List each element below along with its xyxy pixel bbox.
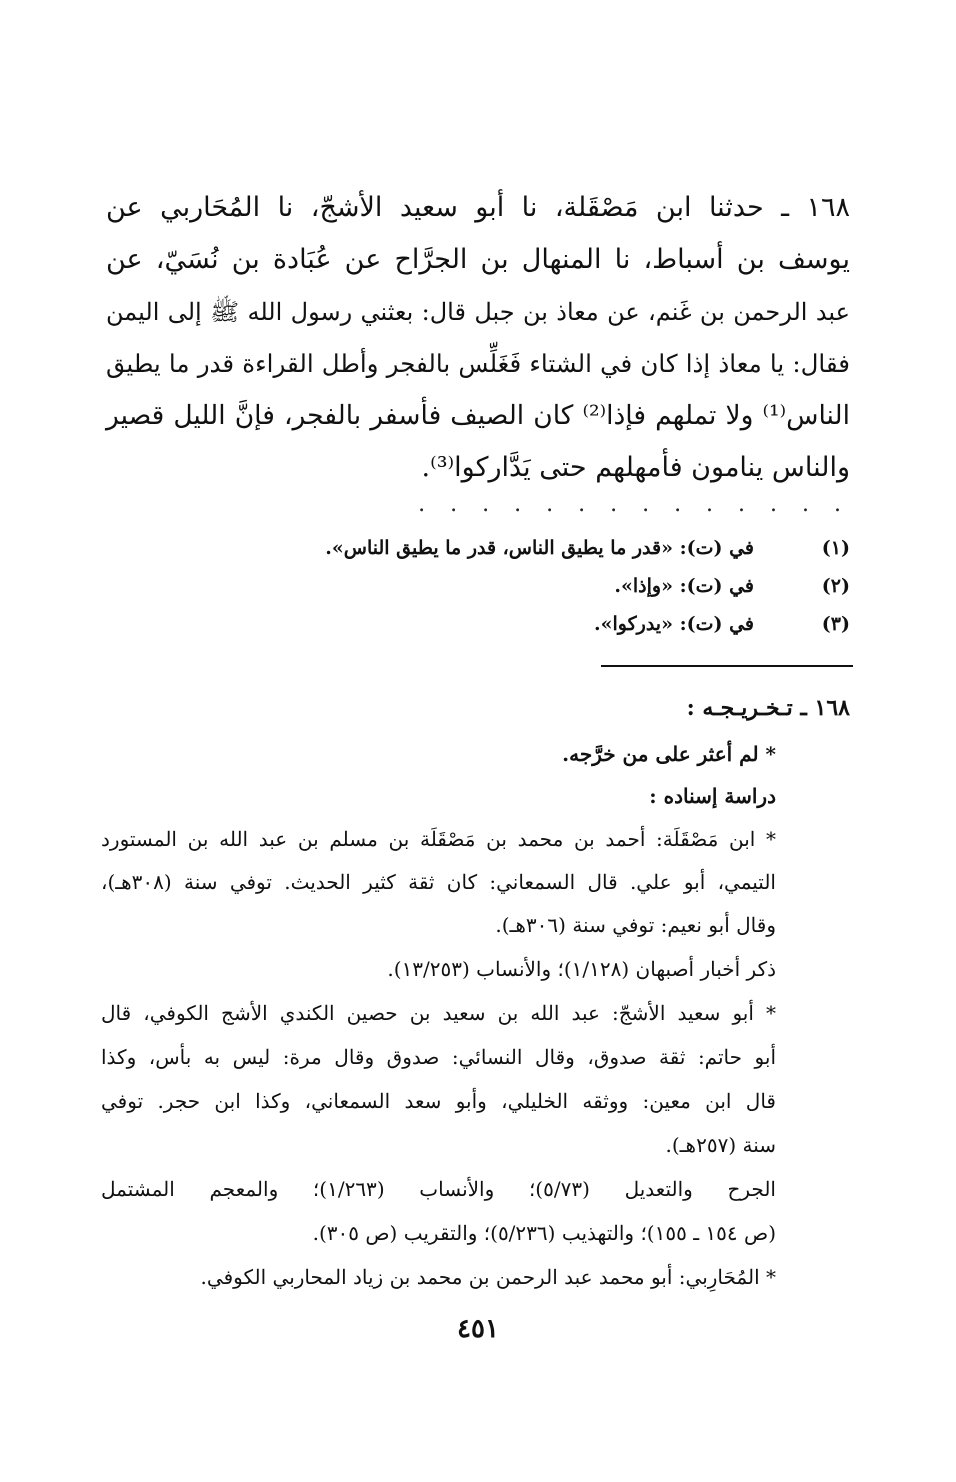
commentary-line-8: أبو حاتم: ثقة صدوق، وقال النسائي: صدوق وقال مرة: ليس به بأس، وكذا	[101, 1045, 776, 1069]
dotted-divider: . . . . . . . . . . . . . .	[418, 492, 850, 517]
footnote-3	[106, 604, 850, 644]
commentary-line-1: * لم أعثر على من خرَّجه.	[562, 742, 776, 766]
commentary-line-7: * أبو سعيد الأشجّ: عبد الله بن سعيد بن حصين الكندي الأشج الكوفي، قال	[101, 1001, 776, 1025]
section-separator	[601, 665, 853, 667]
footnote-number: (١)	[821, 537, 850, 559]
commentary-line-9: قال ابن معين: ووثقه الخليلي، وأبو سعد السمعاني، وكذا ابن حجر. توفي	[101, 1089, 776, 1113]
commentary-line-6: ذكر أخبار أصبهان (١/١٢٨)؛ والأنساب (١٣/٢٥٣).	[387, 957, 776, 981]
hadith-line-2: يوسف بن أسباط، نا المنهال بن الجرَّاح عن عُبَادة بن نُسَيّ، عن	[106, 244, 850, 275]
footnote-text: في (ت): «قدر ما يطيق الناس، قدر ما يطيق الناس».	[325, 537, 754, 559]
commentary-line-12: (ص ١٥٤ ـ ١٥٥)؛ والتهذيب (٥/٢٣٦)؛ والتقريب (ص ٣٠٥).	[312, 1221, 776, 1245]
commentary-line-13: * المُحَارِبي: أبو محمد عبد الرحمن بن محمد بن زياد المحاربي الكوفي.	[200, 1265, 776, 1289]
hadith-line-5: الناس⁽¹⁾ ولا تملهم فإذا⁽²⁾ كان الصيف فأسفر بالفجر، فإنَّ الليل قصير	[106, 400, 850, 431]
hadith-line-6: والناس ينامون فأمهلهم حتى يَدَّاركوا⁽³⁾.	[421, 452, 850, 483]
commentary-line-4: التيمي، أبو علي. قال السمعاني: كان ثقة كثير الحديث. توفي سنة (٣٠٨هـ)،	[101, 870, 776, 894]
footnote-number: (٢)	[821, 575, 850, 597]
footnote-1	[106, 528, 850, 568]
hadith-line-4: فقال: يا معاذ إذا كان في الشتاء فَغَلِّس بالفجر وأطل القراءة قدر ما يطيق	[106, 349, 850, 378]
footnote-text: في (ت): «يدركوا».	[594, 613, 754, 635]
footnote-2	[106, 566, 850, 606]
commentary-line-5: وقال أبو نعيم: توفي سنة (٣٠٦هـ).	[495, 913, 776, 937]
hadith-line-3: عبد الرحمن بن غَنم، عن معاذ بن جبل قال: بعثني رسول الله ﷺ إلى اليمن	[106, 298, 850, 326]
hadith-line-1: ١٦٨ ـ حدثنا ابن مَصْقَلة، نا أبو سعيد الأشجّ، نا المُحَاربي عن	[106, 192, 850, 223]
commentary-line-3: * ابن مَصْقَلَة: أحمد بن محمد بن مَصْقَلَة بن مسلم بن عبد الله بن المستورد	[101, 827, 776, 851]
page-number: ٤٥١	[457, 1314, 499, 1344]
takhrij-heading: ١٦٨ ـ تـخـريـجـه :	[686, 695, 850, 721]
commentary-line-11: الجرح والتعديل (٥/٧٣)؛ والأنساب (١/٢٦٣)؛ والمعجم المشتمل	[101, 1177, 776, 1201]
commentary-line-10: سنة (٢٥٧هـ).	[665, 1133, 776, 1157]
footnote-text: في (ت): «وإذا».	[614, 575, 754, 597]
isnad-heading: دراسة إسناده :	[649, 784, 776, 808]
footnote-number: (٣)	[821, 613, 850, 635]
